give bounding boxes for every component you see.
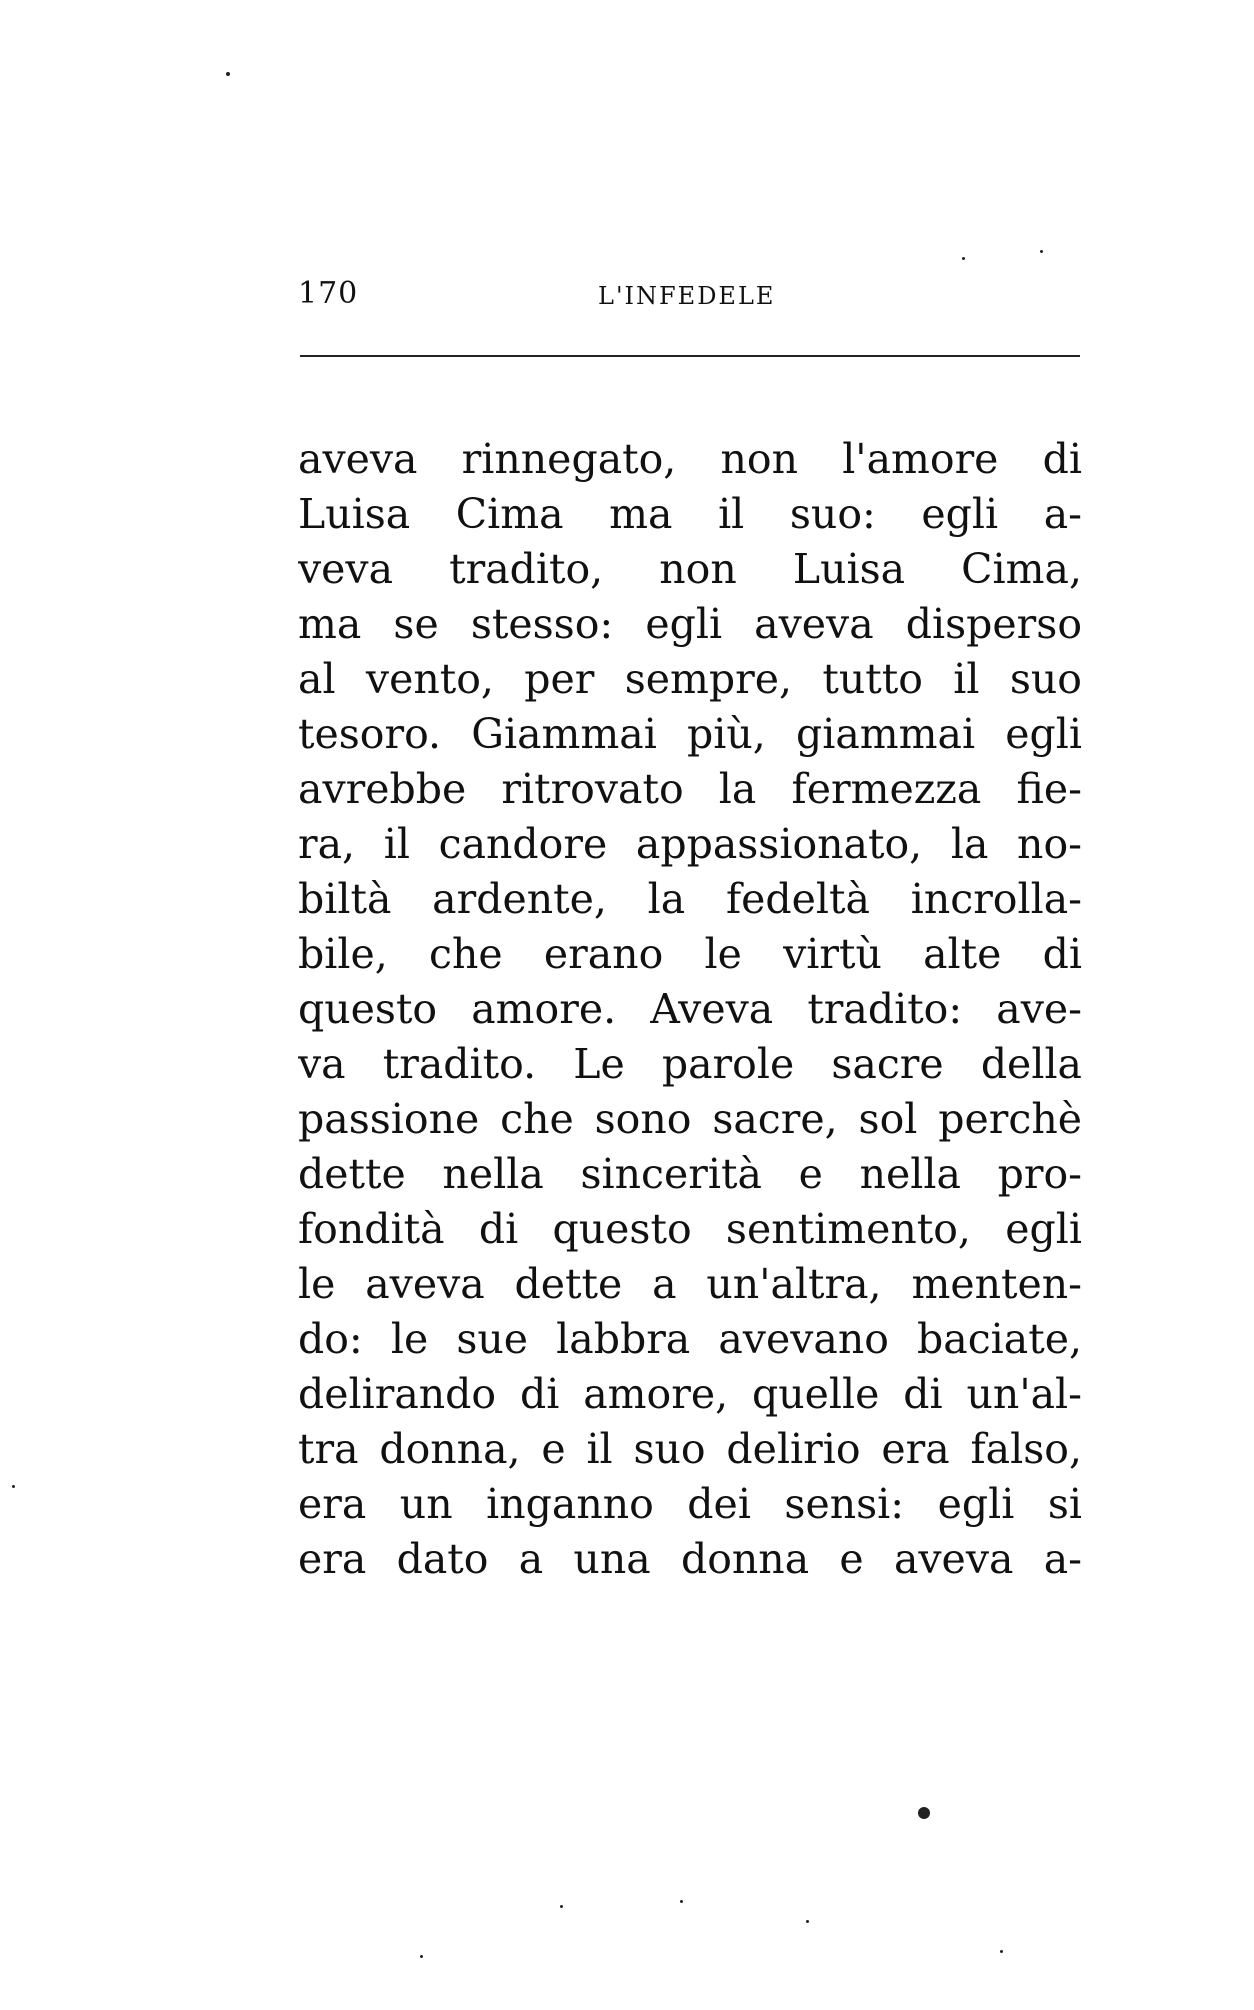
scan-speck: [12, 1485, 15, 1488]
text-line: tesoro. Giammai più, giammai egli: [298, 710, 1082, 758]
text-line: fondità di questo sentimento, egli: [298, 1205, 1082, 1253]
text-line: al vento, per sempre, tutto il suo: [298, 655, 1082, 703]
scan-speck: [680, 1900, 683, 1903]
text-line: questo amore. Aveva tradito: ave-: [298, 985, 1082, 1033]
text-line: era dato a una donna e aveva a-: [298, 1535, 1082, 1583]
text-line: biltà ardente, la fedeltà incrolla-: [298, 875, 1082, 923]
scan-speck: [918, 1807, 930, 1819]
scan-speck: [560, 1905, 563, 1908]
scan-speck: [420, 1955, 423, 1958]
page-number: 170: [298, 276, 359, 311]
text-line: delirando di amore, quelle di un'al-: [298, 1370, 1082, 1418]
running-head: [298, 276, 1082, 316]
text-line: le aveva dette a un'altra, menten-: [298, 1260, 1082, 1308]
scan-speck: [1000, 1950, 1003, 1953]
text-line: va tradito. Le parole sacre della: [298, 1040, 1082, 1088]
text-line: dette nella sincerità e nella pro-: [298, 1150, 1082, 1198]
text-line: era un inganno dei sensi: egli si: [298, 1480, 1082, 1528]
running-title: L'INFEDELE: [598, 282, 776, 310]
text-line: aveva rinnegato, non l'amore di: [298, 435, 1082, 483]
text-line: bile, che erano le virtù alte di: [298, 930, 1082, 978]
scan-speck: [806, 1920, 809, 1923]
header-rule: [300, 355, 1080, 357]
text-line: veva tradito, non Luisa Cima,: [298, 545, 1082, 593]
text-line: passione che sono sacre, sol perchè: [298, 1095, 1082, 1143]
text-line: avrebbe ritrovato la fermezza fie-: [298, 765, 1082, 813]
scan-speck: [226, 72, 230, 76]
text-line: do: le sue labbra avevano baciate,: [298, 1315, 1082, 1363]
text-line: Luisa Cima ma il suo: egli a-: [298, 490, 1082, 538]
body-text: [298, 432, 1082, 1587]
scan-speck: [962, 257, 965, 260]
text-line: ma se stesso: egli aveva disperso: [298, 600, 1082, 648]
text-line: ra, il candore appassionato, la no-: [298, 820, 1082, 868]
scan-speck: [1040, 250, 1043, 253]
text-line: tra donna, e il suo delirio era falso,: [298, 1425, 1082, 1473]
